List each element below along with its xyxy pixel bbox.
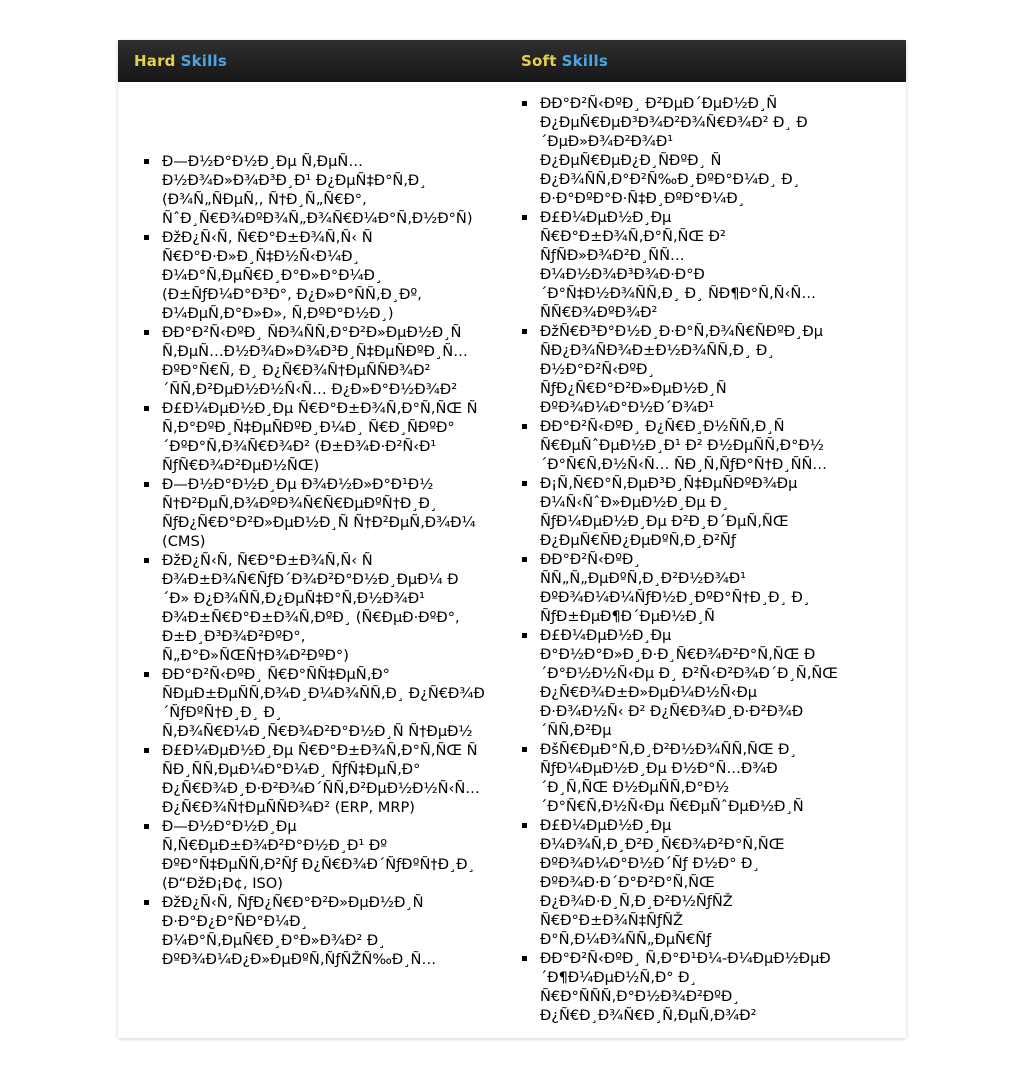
soft-skills-heading-word2: Skills: [561, 52, 608, 70]
list-item: Ð£Ð¼ÐµÐ½Ð¸Ðµ Ñ€Ð°Ð±Ð¾Ñ‚Ð°Ñ‚ÑŒ Ñ Ñ‚Ð°ÐºÐ¸Ñ‡ÐµÑÐºÐ¸Ð¼Ð¸ Ñ€Ð¸ÑÐºÐ° ´ÐºÐ°Ñ‚Ð¾Ñ€Ð¾Ð² (Ð±Ð¾Ð·Ð²Ñ‹Ð¹ ÑƒÑ€Ð¾Ð²ÐµÐ½ÑŒ): [138, 399, 508, 475]
list-item: Ð¡Ñ‚Ñ€Ð°Ñ‚ÐµÐ³Ð¸Ñ‡ÐµÑÐºÐ¾Ðµ Ð¼Ñ‹ÑˆÐ»ÐµÐ½Ð¸Ðµ Ð¸ ÑƒÐ¼ÐµÐ½Ð¸Ðµ Ð²Ð¸Ð´ÐµÑ‚ÑŒ Ð¿ÐµÑ€ÑÐ¿ÐµÐºÑ‚Ð¸Ð²Ñƒ: [516, 474, 902, 550]
list-item: Ð—Ð½Ð°Ð½Ð¸Ðµ Ñ‚Ñ€ÐµÐ±Ð¾Ð²Ð°Ð½Ð¸Ð¹ Ðº ÐºÐ°Ñ‡ÐµÑÑ‚Ð²Ñƒ Ð¿Ñ€Ð¾Ð´ÑƒÐºÑ†Ð¸Ð¸ (Ð“ÐžÐ¡Ð¢, ISO): [138, 817, 508, 893]
soft-skills-column: [512, 82, 906, 1038]
list-item: ÐÐ°Ð²Ñ‹ÐºÐ¸ ÑÐ¾ÑÑ‚Ð°Ð²Ð»ÐµÐ½Ð¸Ñ Ñ‚ÐµÑ…Ð½Ð¾Ð»Ð¾Ð³Ð¸Ñ‡ÐµÑÐºÐ¸Ñ… ÐºÐ°Ñ€Ñ‚ Ð¸ Ð¿Ñ€Ð¾Ñ†ÐµÑÑÐ¾Ð² ´ÑÑ‚Ð²ÐµÐ½Ð½Ñ‹Ñ… Ð¿Ð»Ð°Ð½Ð¾Ð²: [138, 323, 508, 399]
list-item: Ð—Ð½Ð°Ð½Ð¸Ðµ Ñ‚ÐµÑ… Ð½Ð¾Ð»Ð¾Ð³Ð¸Ð¹ Ð¿ÐµÑ‡Ð°Ñ‚Ð¸ (Ð¾Ñ„ÑÐµÑ‚, Ñ†Ð¸Ñ„Ñ€Ð°, ÑˆÐ¸Ñ€Ð¾ÐºÐ¾Ñ„Ð¾Ñ€Ð¼Ð°Ñ‚Ð½Ð°Ñ): [138, 152, 508, 228]
table-body: [118, 82, 906, 1038]
list-item: ÐÐ°Ð²Ñ‹ÐºÐ¸ ÑÑ„Ñ„ÐµÐºÑ‚Ð¸Ð²Ð½Ð¾Ð¹ ÐºÐ¾Ð¼Ð¼ÑƒÐ½Ð¸ÐºÐ°Ñ†Ð¸Ð¸ Ð¸ ÑƒÐ±ÐµÐ¶Ð´ÐµÐ½Ð¸Ñ: [516, 550, 902, 626]
list-item: Ð£Ð¼ÐµÐ½Ð¸Ðµ Ñ€Ð°Ð±Ð¾Ñ‚Ð°Ñ‚ÑŒ Ð² ÑƒÑÐ»Ð¾Ð²Ð¸ÑÑ… Ð¼Ð½Ð¾Ð³Ð¾Ð·Ð°Ð ´Ð°Ñ‡Ð½Ð¾ÑÑ‚Ð¸ Ð¸ ÑÐ¶Ð°Ñ‚Ñ‹Ñ… ÑÑ€Ð¾ÐºÐ¾Ð²: [516, 208, 902, 322]
list-item: ÐžÑ€Ð³Ð°Ð½Ð¸Ð·Ð°Ñ‚Ð¾Ñ€ÑÐºÐ¸Ðµ ÑÐ¿Ð¾ÑÐ¾Ð±Ð½Ð¾ÑÑ‚Ð¸ Ð¸ Ð½Ð°Ð²Ñ‹ÐºÐ¸ ÑƒÐ¿Ñ€Ð°Ð²Ð»ÐµÐ½Ð¸Ñ ÐºÐ¾Ð¼Ð°Ð½Ð´Ð¾Ð¹: [516, 322, 902, 417]
soft-skills-list: [512, 94, 902, 1025]
skills-table: [118, 40, 906, 1038]
list-item: ÐžÐ¿Ñ‹Ñ‚ Ñ€Ð°Ð±Ð¾Ñ‚Ñ‹ Ñ Ð¾Ð±Ð¾Ñ€ÑƒÐ´Ð¾Ð²Ð°Ð½Ð¸ÐµÐ¼ Ð ´Ð» Ð¿Ð¾ÑÑ‚Ð¿ÐµÑ‡Ð°Ñ‚Ð½Ð¾Ð¹ Ð¾Ð±Ñ€Ð°Ð±Ð¾Ñ‚ÐºÐ¸ (Ñ€ÐµÐ·ÐºÐ°, Ð±Ð¸Ð³Ð¾Ð²ÐºÐ°, Ñ„Ð°Ð»ÑŒÑ†Ð¾Ð²ÐºÐ°): [138, 551, 508, 665]
list-item: Ð£Ð¼ÐµÐ½Ð¸Ðµ Ð¼Ð¾Ñ‚Ð¸Ð²Ð¸Ñ€Ð¾Ð²Ð°Ñ‚ÑŒ ÐºÐ¾Ð¼Ð°Ð½Ð´Ñƒ Ð½Ð° Ð¸ ÐºÐ¾Ð·Ð´Ð°Ð²Ð°Ñ‚ÑŒ Ð¿Ð¾Ð·Ð¸Ñ‚Ð¸Ð²Ð½ÑƒÑŽ Ñ€Ð°Ð±Ð¾Ñ‡ÑƒÑŽ Ð°Ñ‚Ð¼Ð¾ÑÑ„ÐµÑ€Ñƒ: [516, 816, 902, 949]
list-item: ÐÐ°Ð²Ñ‹ÐºÐ¸ Ñ‚Ð°Ð¹Ð¼-Ð¼ÐµÐ½ÐµÐ ´Ð¶Ð¼ÐµÐ½Ñ‚Ð° Ð¸ Ñ€Ð°ÑÑÑ‚Ð°Ð½Ð¾Ð²ÐºÐ¸ Ð¿Ñ€Ð¸Ð¾Ñ€Ð¸Ñ‚ÐµÑ‚Ð¾Ð²: [516, 949, 902, 1025]
hard-skills-heading-word1: Hard: [134, 52, 176, 70]
list-item: Ð—Ð½Ð°Ð½Ð¸Ðµ Ð¾Ð½Ð»Ð°Ð¹Ð½ Ñ†Ð²ÐµÑ‚Ð¾ÐºÐ¾Ñ€Ñ€ÐµÐºÑ†Ð¸Ð¸ ÑƒÐ¿Ñ€Ð°Ð²Ð»ÐµÐ½Ð¸Ñ Ñ†Ð²ÐµÑ‚Ð¾Ð¼ (CMS): [138, 475, 508, 551]
hard-skills-heading: [118, 40, 512, 82]
list-item: ÐžÐ¿Ñ‹Ñ‚ ÑƒÐ¿Ñ€Ð°Ð²Ð»ÐµÐ½Ð¸Ñ Ð·Ð°Ð¿Ð°ÑÐ°Ð¼Ð¸ Ð¼Ð°Ñ‚ÐµÑ€Ð¸Ð°Ð»Ð¾Ð² Ð¸ ÐºÐ¾Ð¼Ð¿Ð»ÐµÐºÑ‚ÑƒÑŽÑ‰Ð¸Ñ…: [138, 893, 508, 969]
hard-skills-list: [138, 152, 508, 969]
list-item: ÐÐ°Ð²Ñ‹ÐºÐ¸ Ð¿Ñ€Ð¸Ð½ÑÑ‚Ð¸Ñ Ñ€ÐµÑˆÐµÐ½Ð¸Ð¹ Ð² Ð½ÐµÑÑ‚Ð°Ð½ ´Ð°Ñ€Ñ‚Ð½Ñ‹Ñ… ÑÐ¸Ñ‚ÑƒÐ°Ñ†Ð¸ÑÑ…: [516, 417, 902, 474]
list-item: ÐžÐ¿Ñ‹Ñ‚ Ñ€Ð°Ð±Ð¾Ñ‚Ñ‹ Ñ Ñ€Ð°Ð·Ð»Ð¸Ñ‡Ð½Ñ‹Ð¼Ð¸ Ð¼Ð°Ñ‚ÐµÑ€Ð¸Ð°Ð»Ð°Ð¼Ð¸ (Ð±ÑƒÐ¼Ð°Ð³Ð°, Ð¿Ð»Ð°ÑÑ‚Ð¸Ðº, Ð¼ÐµÑ‚Ð°Ð»Ð», Ñ‚ÐºÐ°Ð½Ð¸): [138, 228, 508, 323]
soft-skills-heading-word1: Soft: [521, 52, 557, 70]
list-item: ÐšÑ€ÐµÐ°Ñ‚Ð¸Ð²Ð½Ð¾ÑÑ‚ÑŒ Ð¸ ÑƒÐ¼ÐµÐ½Ð¸Ðµ Ð½Ð°Ñ…Ð¾Ð ´Ð¸Ñ‚ÑŒ Ð½ÐµÑÑ‚Ð°Ð½ ´Ð°Ñ€Ñ‚Ð½Ñ‹Ðµ Ñ€ÐµÑˆÐµÐ½Ð¸Ñ: [516, 740, 902, 816]
hard-skills-heading-word2: Skills: [180, 52, 227, 70]
hard-skills-column: [118, 82, 512, 1038]
soft-skills-heading: [512, 40, 906, 82]
list-item: Ð£Ð¼ÐµÐ½Ð¸Ðµ Ñ€Ð°Ð±Ð¾Ñ‚Ð°Ñ‚ÑŒ Ñ ÑÐ¸ÑÑ‚ÐµÐ¼Ð°Ð¼Ð¸ ÑƒÑ‡ÐµÑ‚Ð° Ð¿Ñ€Ð¾Ð¸Ð·Ð²Ð¾Ð´ÑÑ‚Ð²ÐµÐ½Ð½Ñ‹Ñ… Ð¿Ñ€Ð¾Ñ†ÐµÑÑÐ¾Ð² (ERP, MRP): [138, 741, 508, 817]
list-item: ÐÐ°Ð²Ñ‹ÐºÐ¸ Ð²ÐµÐ´ÐµÐ½Ð¸Ñ Ð¿ÐµÑ€ÐµÐ³Ð¾Ð²Ð¾Ñ€Ð¾Ð² Ð¸ Ð ´ÐµÐ»Ð¾Ð²Ð¾Ð¹ Ð¿ÐµÑ€ÐµÐ¿Ð¸ÑÐºÐ¸ Ñ Ð¿Ð¾ÑÑ‚Ð°Ð²Ñ‰Ð¸ÐºÐ°Ð¼Ð¸ Ð¸ Ð·Ð°ÐºÐ°Ð·Ñ‡Ð¸ÐºÐ°Ð¼Ð¸: [516, 94, 902, 208]
table-header: [118, 40, 906, 82]
list-item: ÐÐ°Ð²Ñ‹ÐºÐ¸ Ñ€Ð°ÑÑ‡ÐµÑ‚Ð° ÑÐµÐ±ÐµÑÑ‚Ð¾Ð¸Ð¼Ð¾ÑÑ‚Ð¸ Ð¿Ñ€Ð¾Ð ´ÑƒÐºÑ†Ð¸Ð¸ Ð¸ Ñ‚Ð¾Ñ€Ð¼Ð¸Ñ€Ð¾Ð²Ð°Ð½Ð¸Ñ Ñ†ÐµÐ½: [138, 665, 508, 741]
list-item: Ð£Ð¼ÐµÐ½Ð¸Ðµ Ð°Ð½Ð°Ð»Ð¸Ð·Ð¸Ñ€Ð¾Ð²Ð°Ñ‚ÑŒ Ð ´Ð°Ð½Ð½Ñ‹Ðµ Ð¸ Ð²Ñ‹Ð²Ð¾Ð´Ð¸Ñ‚ÑŒ Ð¿Ñ€Ð¾Ð±Ð»ÐµÐ¼Ð½Ñ‹Ðµ Ð·Ð¾Ð½Ñ‹ Ð² Ð¿Ñ€Ð¾Ð¸Ð·Ð²Ð¾Ð ´ÑÑ‚Ð²Ðµ: [516, 626, 902, 740]
